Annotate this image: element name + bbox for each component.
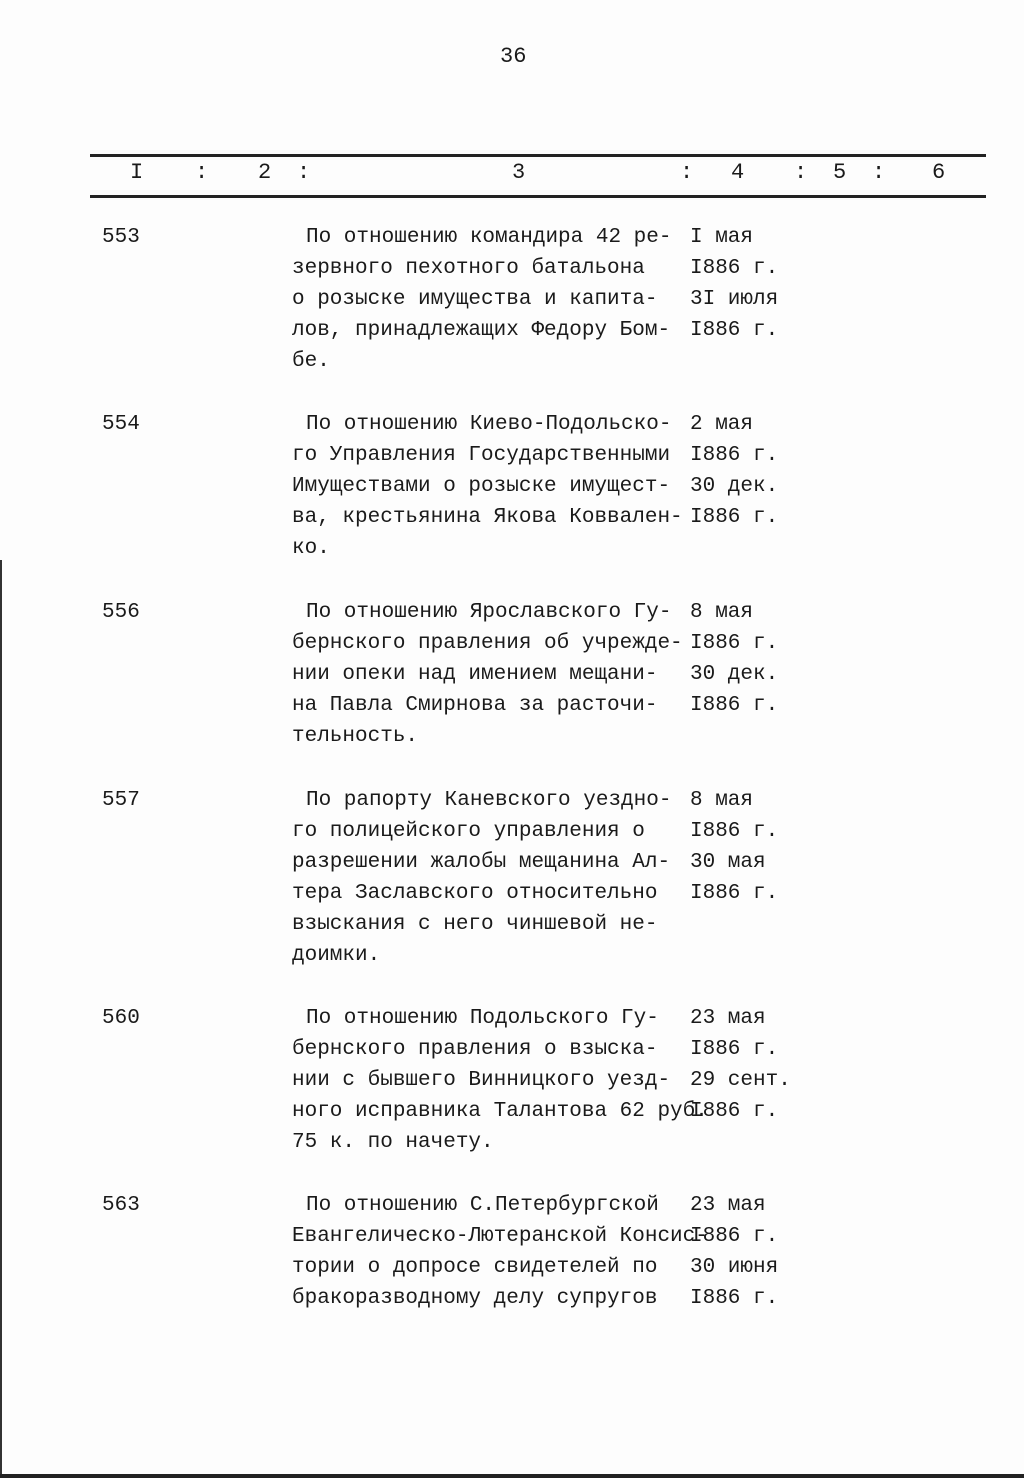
column-separator: : — [872, 160, 886, 185]
date-line: I886 г. — [690, 257, 779, 280]
date-line: 30 мая — [690, 851, 766, 874]
entry-dates — [690, 785, 778, 909]
page-edge — [0, 560, 2, 1478]
description-line: зервного пехотного батальона — [292, 257, 645, 280]
date-line: 30 дек. — [690, 475, 779, 498]
date-line: 3I июля — [690, 288, 779, 311]
column-header-5: 5 — [833, 160, 847, 185]
date-line: I886 г. — [690, 694, 779, 717]
description-line: бракоразводному делу супругов — [292, 1287, 658, 1310]
column-header-2: 2 — [258, 160, 272, 185]
description-line: Имуществами о розыске имущест- — [292, 475, 671, 498]
column-header-6: 6 — [932, 160, 946, 185]
entry-number: 556 — [102, 601, 140, 624]
description-line: тории о допросе свидетелей по — [292, 1256, 658, 1279]
date-line: 8 мая — [690, 601, 754, 624]
entry-dates — [690, 597, 778, 721]
column-separator: : — [195, 160, 209, 185]
description-line: лов, принадлежащих Федору Бом- — [292, 319, 671, 342]
entry-description — [292, 409, 683, 564]
description-line: По отношению командира 42 ре- — [306, 226, 672, 249]
page-bottom-edge — [0, 1474, 1024, 1478]
description-line: доимки. — [292, 944, 381, 967]
date-line: I886 г. — [690, 820, 779, 843]
description-line: 75 к. по начету. — [292, 1131, 494, 1154]
entry-description — [292, 785, 671, 971]
entry-dates — [690, 409, 778, 533]
entry-dates — [690, 1003, 791, 1127]
description-line: го полицейского управления о — [292, 820, 645, 843]
entry-description — [292, 1003, 708, 1158]
entry-description — [292, 1190, 708, 1314]
description-line: нии с бывшего Винницкого уезд- — [292, 1069, 671, 1092]
description-line: Евангелическо-Лютеранской Консис- — [292, 1225, 708, 1248]
entry-number: 557 — [102, 789, 140, 812]
date-line: I886 г. — [690, 506, 779, 529]
date-line: I886 г. — [690, 632, 779, 655]
description-line: бернского правления об учрежде- — [292, 632, 683, 655]
entry-description — [292, 597, 683, 752]
entry-number: 553 — [102, 226, 140, 249]
entry-number: 563 — [102, 1194, 140, 1217]
date-line: I886 г. — [690, 1038, 779, 1061]
description-line: ва, крестьянина Якова Коввален- — [292, 506, 683, 529]
description-line: По отношению С.Петербургской — [306, 1194, 659, 1217]
column-header-3: 3 — [512, 160, 526, 185]
date-line: I886 г. — [690, 1100, 779, 1123]
date-line: 23 мая — [690, 1194, 766, 1217]
column-header-4: 4 — [731, 160, 745, 185]
date-line: I мая — [690, 226, 754, 249]
description-line: разрешении жалобы мещанина Ал- — [292, 851, 671, 874]
description-line: тельность. — [292, 725, 419, 748]
column-header-1: I — [130, 160, 144, 185]
date-line: I886 г. — [690, 1225, 779, 1248]
date-line: 2 мая — [690, 413, 754, 436]
entry-description — [292, 222, 671, 377]
description-line: бернского правления о взыска- — [292, 1038, 658, 1061]
date-line: 8 мая — [690, 789, 754, 812]
header-top-rule — [90, 154, 986, 157]
description-line: нии опеки над имением мещани- — [292, 663, 658, 686]
date-line: 30 июня — [690, 1256, 779, 1279]
description-line: По отношению Подольского Гу- — [306, 1007, 659, 1030]
description-line: По отношению Ярославского Гу- — [306, 601, 672, 624]
description-line: По отношению Киево-Подольско- — [306, 413, 672, 436]
column-separator: : — [794, 160, 808, 185]
description-line: ко. — [292, 537, 330, 560]
date-line: I886 г. — [690, 319, 779, 342]
date-line: I886 г. — [690, 1287, 779, 1310]
date-line: 30 дек. — [690, 663, 779, 686]
column-separator: : — [680, 160, 694, 185]
page-number: 36 — [500, 44, 527, 69]
description-line: о розыске имущества и капита- — [292, 288, 658, 311]
header-bottom-rule — [90, 195, 986, 198]
date-line: I886 г. — [690, 444, 779, 467]
date-line: I886 г. — [690, 882, 779, 905]
entry-number: 560 — [102, 1007, 140, 1030]
description-line: бе. — [292, 350, 330, 373]
description-line: ного исправника Талантова 62 руб. — [292, 1100, 708, 1123]
description-line: на Павла Смирнова за расточи- — [292, 694, 658, 717]
date-line: 29 сент. — [690, 1069, 791, 1092]
entry-dates — [690, 222, 778, 346]
description-line: взыскания с него чиншевой не- — [292, 913, 658, 936]
entry-number: 554 — [102, 413, 140, 436]
date-line: 23 мая — [690, 1007, 766, 1030]
column-separator: : — [297, 160, 311, 185]
description-line: тера Заславского относительно — [292, 882, 658, 905]
description-line: По рапорту Каневского уездно- — [306, 789, 672, 812]
description-line: го Управления Государственными — [292, 444, 671, 467]
entry-dates — [690, 1190, 778, 1314]
